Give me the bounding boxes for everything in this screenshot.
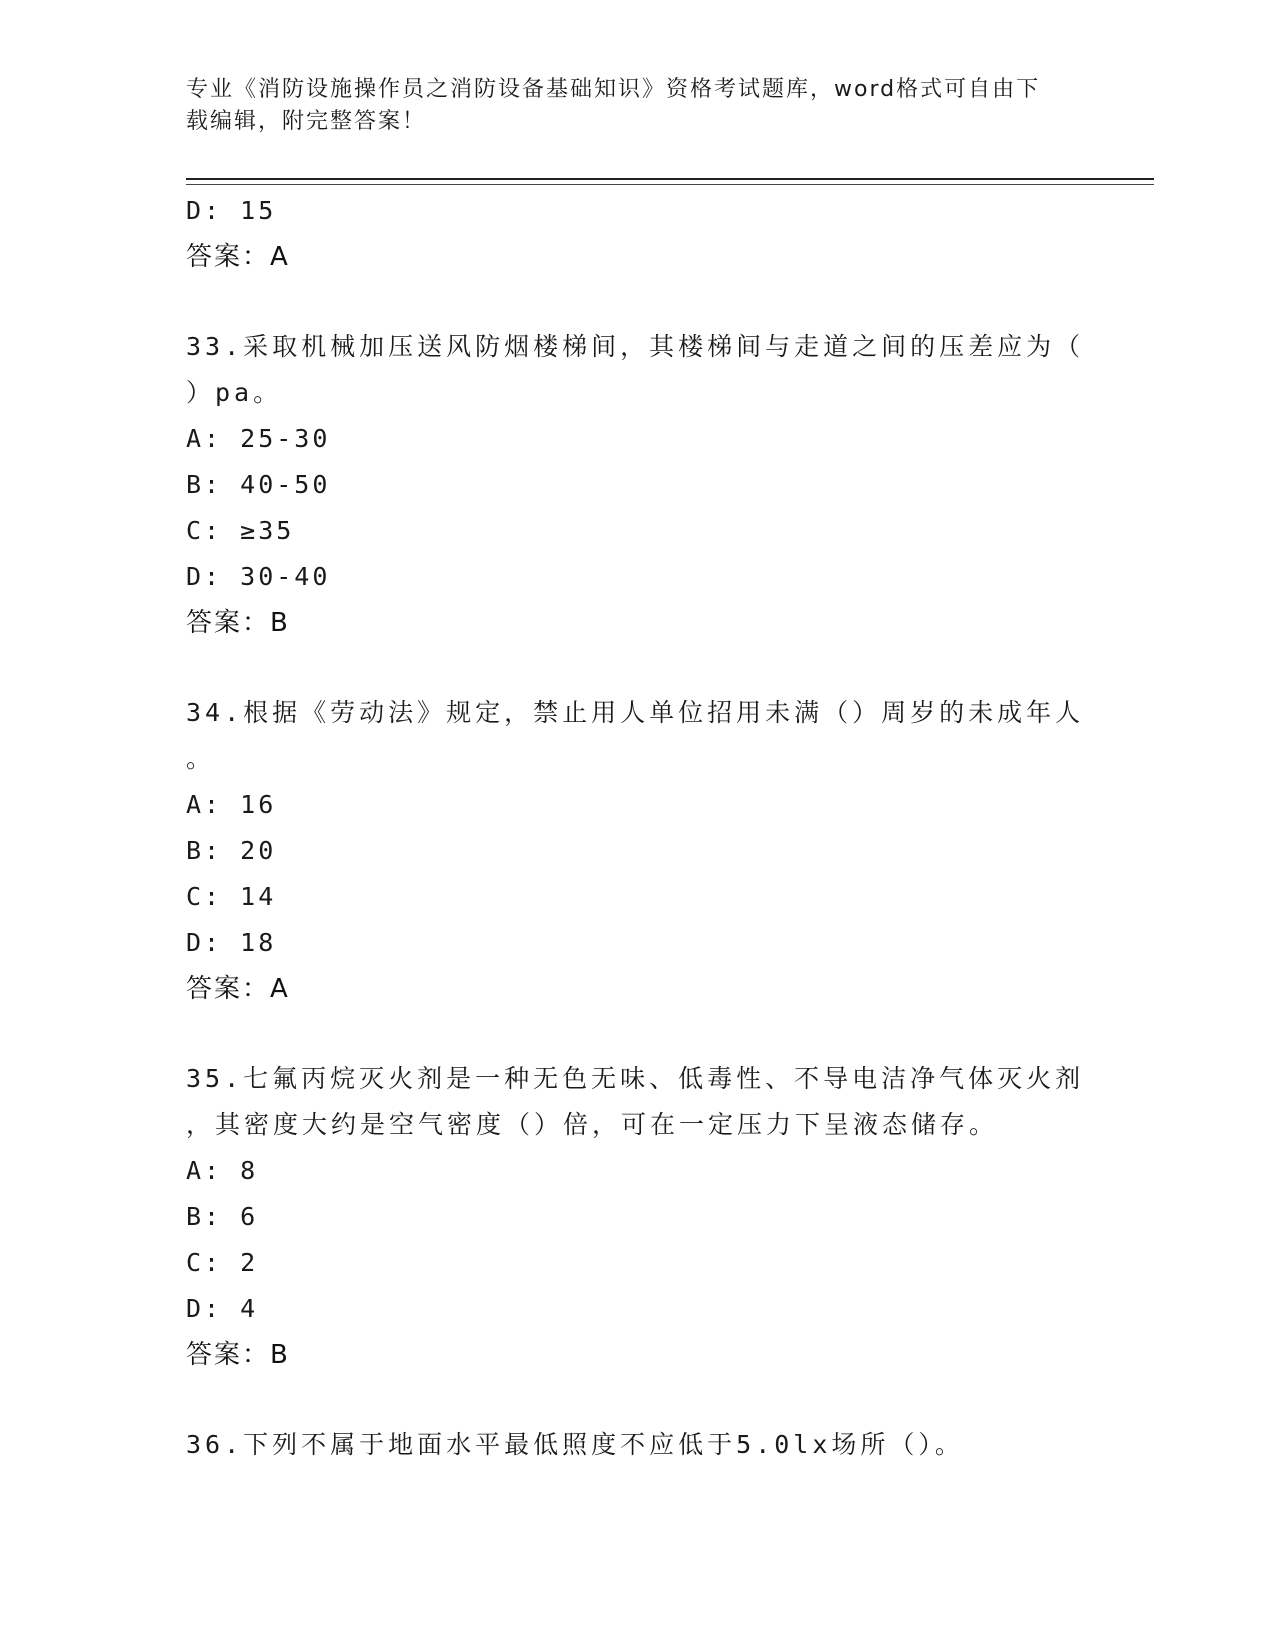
option-d: D: 15: [186, 196, 277, 225]
question-32-tail: [186, 188, 1086, 280]
question-36: [186, 1422, 1086, 1468]
header-line-2: 载编辑，附完整答案！: [186, 109, 427, 134]
question-stem-line-1: 33.采取机械加压送风防烟楼梯间，其楼梯间与走道之间的压差应为（: [186, 332, 1085, 361]
question-35: [186, 1056, 1086, 1378]
option-a: A: 16: [186, 790, 277, 819]
answer-line: 答案：B: [186, 1340, 290, 1370]
option-b: B: 40-50: [186, 470, 331, 499]
option-c: C: ≥35: [186, 516, 295, 545]
header-line-1: 专业《消防设施操作员之消防设备基础知识》资格考试题库，word格式可自由下: [186, 77, 1041, 102]
question-stem-line-2: 。: [186, 744, 216, 773]
question-34: [186, 690, 1086, 1012]
option-c: C: 14: [186, 882, 277, 911]
question-stem-line-1: 36.下列不属于地面水平最低照度不应低于5.0lx场所（）。: [186, 1430, 964, 1459]
question-stem-line-1: 34.根据《劳动法》规定，禁止用人单位招用未满（）周岁的未成年人: [186, 698, 1085, 727]
answer-line: 答案：B: [186, 608, 290, 638]
question-33: [186, 324, 1086, 646]
option-d: D: 30-40: [186, 562, 331, 591]
answer-line: 答案：A: [186, 974, 290, 1004]
option-a: A: 8: [186, 1156, 259, 1185]
option-d: D: 4: [186, 1294, 259, 1323]
option-b: B: 6: [186, 1202, 259, 1231]
header-divider-thick: [186, 178, 1154, 180]
option-d: D: 18: [186, 928, 277, 957]
question-list: [186, 188, 1086, 1468]
page-header: [186, 74, 1066, 138]
option-a: A: 25-30: [186, 424, 331, 453]
option-b: B: 20: [186, 836, 277, 865]
header-divider-thin: [186, 184, 1154, 185]
answer-line: 答案：A: [186, 242, 290, 272]
question-stem-line-2: ，其密度大约是空气密度（）倍，可在一定压力下呈液态储存。: [186, 1110, 999, 1139]
question-stem-line-2: ）pa。: [186, 378, 283, 407]
question-stem-line-1: 35.七氟丙烷灭火剂是一种无色无味、低毒性、不导电洁净气体灭火剂: [186, 1064, 1085, 1093]
option-c: C: 2: [186, 1248, 259, 1277]
